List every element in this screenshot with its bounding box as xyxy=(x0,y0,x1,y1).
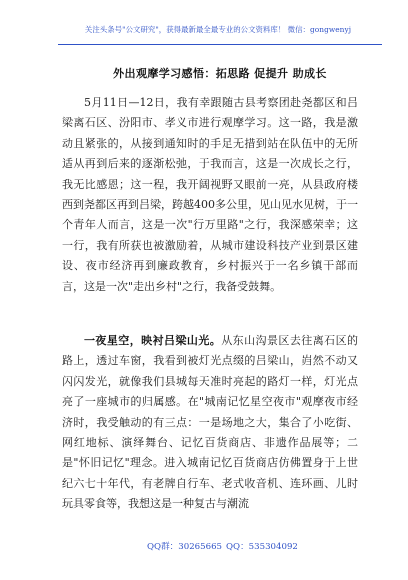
paragraph-intro: 5月11日—12日，我有幸跟随古县考察团赴尧都区和吕梁离石区、汾阳市、孝义市进行观摩学习。这一路，我是激动且紧张的，从接到通知时的手足无措到站在队伍中的无所适从再到后来的逐渐松弛，于我而言，这是一次成长之行，我无比感恩；这一程，我开阔视野又眼前一亮，从县政府楼西到尧都区再到吕梁，跨越400多公里，见山见水见树，于一个青年人而言，这是一次"行万里路"之行，我深感荣幸；这一行，我有所获也被激励着，从城市建设科技产业到景区建设、夜市经济再到廉政教育，乡村振兴于一名乡镇干部而言，这是一次"走出乡村"之行，我备受鼓舞。 xyxy=(62,96,358,293)
paragraph-body: 从东山沟景区去往离石区的路上，透过车窗，我看到被灯光点缀的吕梁山，岿然不动又闪闪发光，就像我们县城每天准时亮起的路灯一样，灯光点亮了一座城市的归属感。在"城南记忆星空夜市"观摩夜市经济时，我受触动的有三点：一是场地之大，集合了小吃街、网红地标、演绎舞台、记忆百货商店、非遗作品展等；二是"怀旧记忆"理念。进入城南记忆百货商店仿佛置身于上世纪六七十年代，有老牌自行车、老式收音机、连环画、儿时玩具零食等，我想这是一种复古与潮流 xyxy=(62,334,359,511)
header-notice: 关注头条号"公文研究"，获得最新最全最专业的公文资料库！ 微信：gongwenyj xyxy=(84,25,352,34)
page-header xyxy=(58,23,378,37)
paragraph-lead: 一夜星空，映衬吕梁山光。 xyxy=(84,334,222,347)
footer-qq-group: QQ群：30265665 xyxy=(147,542,223,552)
paragraph-night-sky xyxy=(62,331,358,515)
document-title: 外出观摩学习感悟：拓思路 促提升 助成长 xyxy=(113,67,327,80)
header-divider xyxy=(58,44,382,45)
page-footer xyxy=(0,540,408,554)
footer-qq-contact: QQ：535304092 xyxy=(226,542,298,552)
